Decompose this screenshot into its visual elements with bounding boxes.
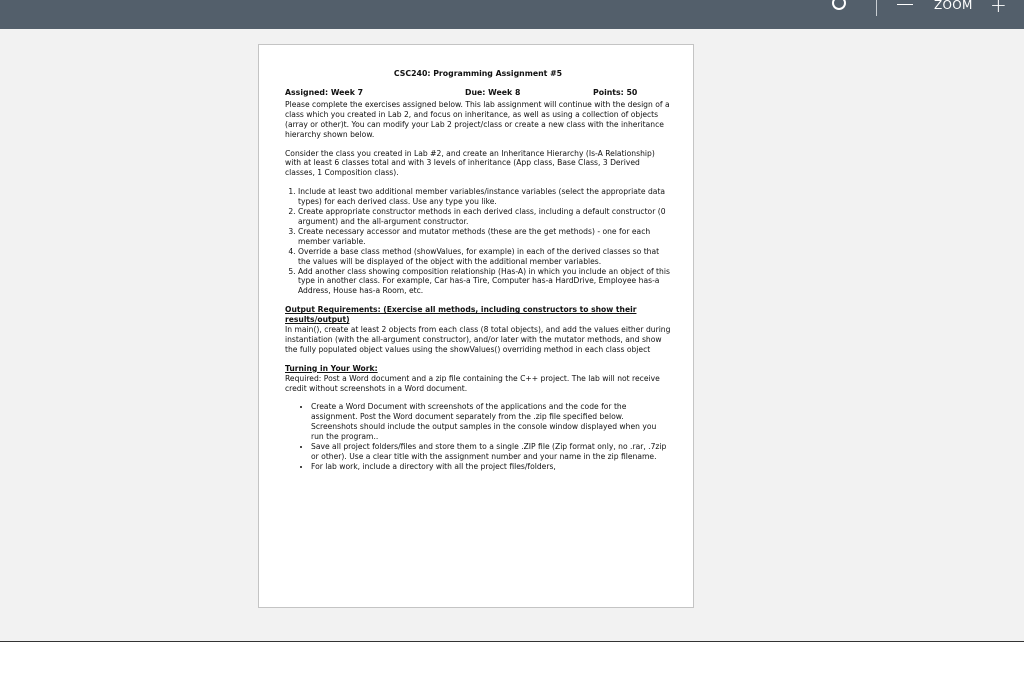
document-page [258, 44, 694, 608]
points-value: Points: 50 [593, 87, 638, 97]
zoom-label: ZOOM [934, 0, 973, 12]
toolbar-divider [876, 0, 877, 16]
intro-paragraph: Please complete the exercises assigned below. This lab assignment will continue with the design of a class which you created in Lab 2, and focus on inheritance, as well as using a collection of objects (array or other)t. You can modify your Lab 2 project/class or create a new class with the inheritance hierarchy shown below. [285, 99, 670, 139]
output-heading: Output Requirements: (Exercise all methods, including constructors to show their results/output) [285, 305, 637, 325]
consider-paragraph: Consider the class you created in Lab #2, and create an Inheritance Hierarchy (Is-A Relationship) with at least 6 classes total and with 3 levels of inheritance (App class, Base Class, 3 Derived classes, 1 Composition class). [285, 148, 655, 178]
turnin-bullets [285, 402, 671, 471]
output-section [285, 305, 671, 355]
viewer-toolbar [0, 0, 1024, 29]
list-item: 4. Override a base class method (showValues, for example) in each of the derived classes so that the values will be displayed of the object with the additional member variables. [298, 247, 671, 267]
document-title: CSC240: Programming Assignment #5 [393, 69, 563, 78]
output-text: In main(), create at least 2 objects from each class (8 total objects), and add the values either during instantiation (with the all-argument constructor), and/or later with the mutator methods, and show the fully populated object values using the showValues() overriding method in each class object [285, 325, 671, 354]
rotate-icon[interactable] [832, 0, 846, 10]
turnin-section [285, 364, 671, 394]
requirements-list [285, 187, 671, 296]
list-item: 5. Add another class showing composition relationship (Has-A) in which you include an object of this type in another class. For example, Car has-a Tire, Computer has-a HardDrive, Employee has-a Address, House has-a Room, etc. [298, 267, 671, 297]
zoom-out-icon[interactable] [897, 4, 913, 5]
zoom-in-icon[interactable]: + [990, 0, 1007, 17]
list-item: 3. Create necessary accessor and mutator methods (these are the get methods) - one for each member variable. [298, 227, 671, 247]
document-content [285, 69, 671, 472]
due-week: Due: Week 8 [465, 87, 521, 97]
bottom-panel [0, 642, 1024, 689]
turnin-heading: Turning in Your Work: [285, 363, 378, 373]
list-item: 1. Include at least two additional member variables/instance variables (select the appropriate data types) for each derived class. Use any type you like. [298, 187, 671, 207]
list-item: 2. Create appropriate constructor methods in each derived class, including a default constructor (0 argument) and the all-argument constructor. [298, 207, 671, 227]
list-item: • Save all project folders/files and store them to a single .ZIP file (Zip format only, no .rar, .7zip or other). Use a clear title with the assignment number and your name in the zip filename. [311, 442, 671, 462]
list-item: • For lab work, include a directory with all the project files/folders, [311, 462, 671, 472]
list-item: • Create a Word Document with screenshots of the applications and the code for the assignment. Post the Word document separately from the .zip file specified below. Screenshots should include the output samples in the console window displayed when you run the program.. [311, 402, 671, 442]
assignment-meta [285, 88, 671, 100]
turnin-text: Required: Post a Word document and a zip file containing the C++ project. The lab will not receive credit without screenshots in a Word document. [285, 373, 660, 393]
assigned-week: Assigned: Week 7 [285, 87, 364, 97]
